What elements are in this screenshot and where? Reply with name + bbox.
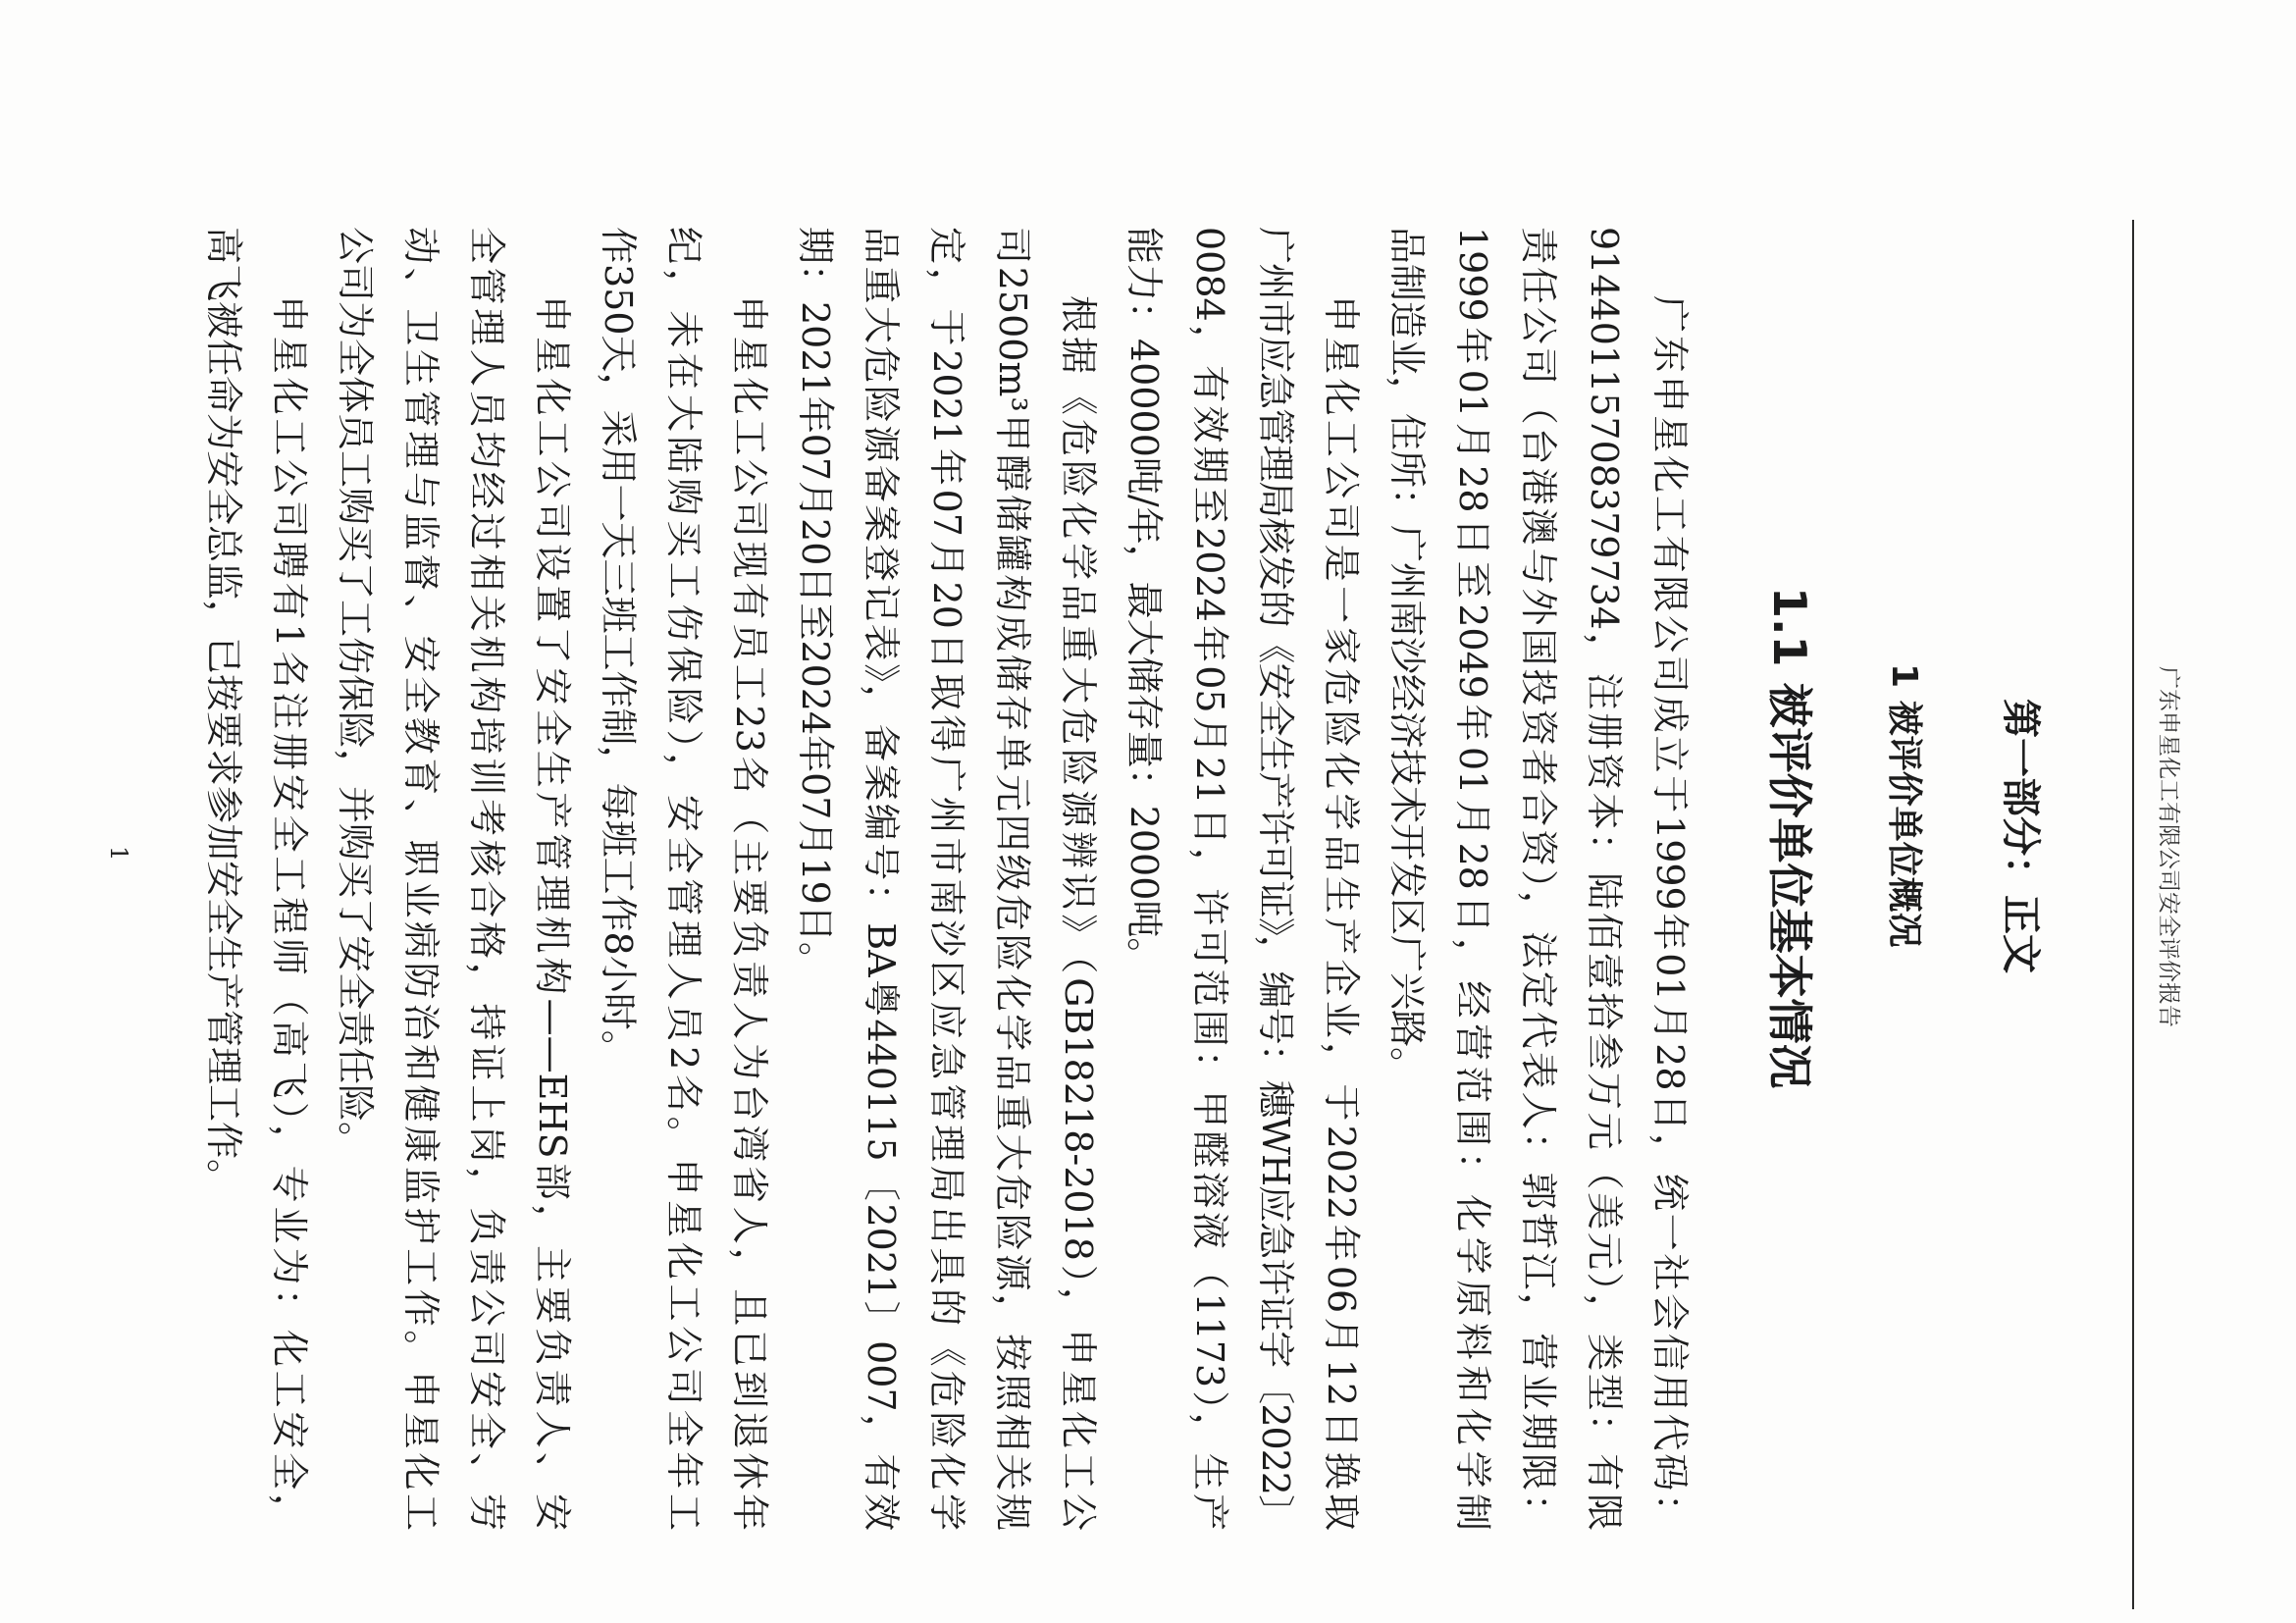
paragraph	[1111, 227, 1374, 1531]
paragraph	[190, 227, 322, 1531]
paragraph	[1374, 227, 1702, 1531]
body-line: 品重大危险源备案登记表》，备案编号：BA粤440115〔2021〕007，有效	[860, 227, 903, 1531]
body-line: 动、卫生管理与监督、安全教育、职业病防治和健康监护工作。申星化工	[399, 227, 443, 1531]
section-heading: 1 被评价单位概况	[1884, 663, 1924, 948]
body-line: 司2500m³甲醇储罐构成储存单元四级危险化学品重大危险源，按照相关规	[991, 227, 1034, 1531]
body-line: 期：2021年07月20日至2024年07月19日。	[794, 227, 837, 979]
body-line: 91440115708379734，注册资本：陆佰壹拾叁万元（美元），类型：有限	[1583, 227, 1626, 1531]
running-header: 广东申星化工有限公司安全评价报告	[2156, 666, 2181, 1027]
body-line: 1999年01月28日至2049年01月28日，经营范围：化学原料和化学制	[1451, 227, 1494, 1531]
body-line: 申星化工公司现有员工23名（主要负责人为台湾省人，且已到退休年	[728, 295, 771, 1531]
body-line: 申星化工公司聘有1名注册安全工程师（高飞），专业为：化工安全，	[268, 295, 311, 1531]
body-line: 作350天，采用一天三班工作制，每班工作8小时。	[597, 227, 640, 1068]
page-number: 1	[105, 846, 132, 862]
body-line: 申星化工公司是一家危险化学品生产企业，于2022年06月12日换取	[1320, 295, 1363, 1531]
body-text	[190, 227, 1702, 1531]
body-line: 高飞被任命为安全总监，已按要求参加安全生产管理工作。	[202, 227, 245, 1197]
paragraph	[782, 227, 1111, 1531]
body-line: 根据《危险化学品重大危险源辨识》（GB18218-2018），申星化工公	[1057, 295, 1100, 1531]
body-line: 责任公司（台港澳与外国投资者合资），法定代表人：郭哲江，营业期限：	[1517, 227, 1560, 1531]
body-line: 全管理人员均经过相关机构培训考核合格，持证上岗，负责公司安全、劳	[465, 227, 508, 1531]
subsection-heading: 1.1 被评价单位基本情况	[1763, 587, 1816, 1089]
body-line: 广东申星化工有限公司成立于1999年01月28日，统一社会信用代码：	[1648, 295, 1692, 1531]
header-rule	[2132, 220, 2134, 1609]
body-line: 纪，未在大陆购买工伤保险），安全管理人员2名。申星化工公司全年工	[662, 227, 705, 1531]
paragraph	[585, 227, 782, 1531]
body-line: 定，于2021年07月20日取得广州市南沙区应急管理局出具的《危险化学	[925, 227, 968, 1531]
body-line: 能力：40000吨/年，最大储存量：2000吨。	[1122, 227, 1166, 975]
body-line: 申星化工公司设置了安全生产管理机构——EHS部，主要负责人、安	[531, 295, 574, 1531]
body-line: 公司为全体员工购买了工伤保险，并购买了安全责任险。	[334, 227, 377, 1160]
body-line: 广州市应急管理局核发的《安全生产许可证》，编号：穗WH应急许证字〔2022〕	[1254, 227, 1297, 1531]
paragraph	[322, 227, 585, 1531]
body-line: 0084，有效期至2024年05月21日，许可范围：甲醛溶液（1173），生产	[1188, 227, 1231, 1531]
body-line: 品制造业，住所：广州南沙经济技术开发区广兴路。	[1385, 227, 1429, 1085]
part-title: 第一部分：正文	[1998, 699, 2043, 973]
